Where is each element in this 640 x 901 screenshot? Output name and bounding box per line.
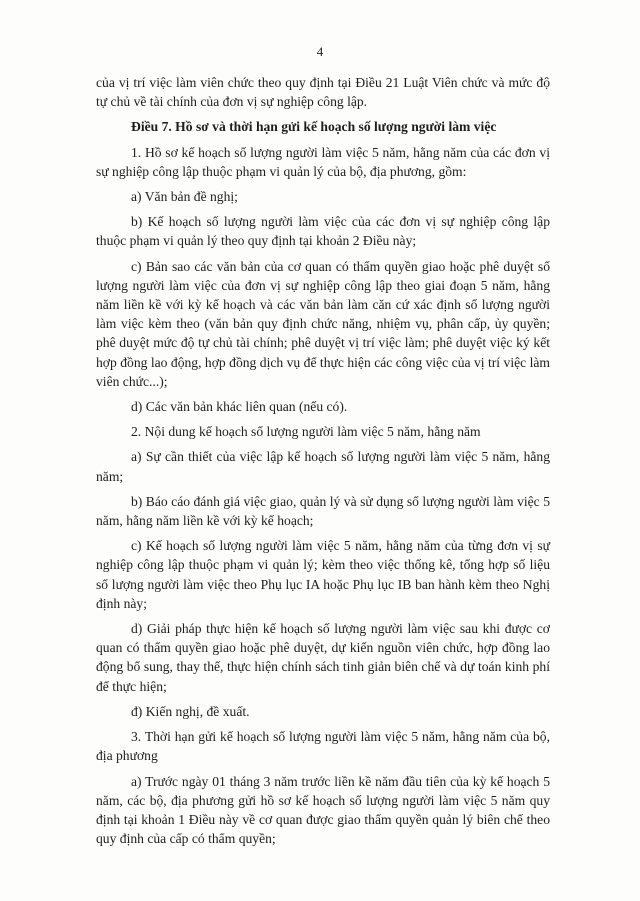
document-body	[96, 73, 550, 854]
paragraph: d) Các văn bản khác liên quan (nếu có).	[131, 399, 348, 415]
paragraph: b) Kế hoạch số lượng người làm việc của các đơn vị sự nghiệp công lập thuộc phạm vi quản lý theo quy định tại khoản 2 Điều này;	[96, 214, 550, 249]
paragraph: đ) Kiến nghị, đề xuất.	[131, 703, 250, 719]
page-number: 4	[316, 44, 324, 59]
paragraph: 1. Hồ sơ kế hoạch số lượng người làm việc 5 năm, hằng năm của các đơn vị sự nghiệp công lập thuộc phạm vi quản lý của bộ, địa phương, gồm:	[96, 144, 550, 179]
paragraph: a) Sự cần thiết của việc lập kế hoạch số lượng người làm việc 5 năm, hằng năm;	[96, 449, 550, 484]
paragraph: c) Bản sao các văn bản của cơ quan có thẩm quyền giao hoặc phê duyệt số lượng người làm việc của đơn vị sự nghiệp công lập theo giai đoạn 5 năm, hằng năm liền kề với kỳ kế hoạch và các văn bản làm căn cứ xác định số lượng người làm việc kèm theo (văn bản quy định chức năng, nhiệm vụ, phân cấp, ủy quyền; phê duyệt mức độ tự chủ tài chính; phê duyệt vị trí việc làm; phê duyệt việc ký kết hợp đồng lao động, hợp đồng dịch vụ để thực hiện các công việc của vị trí việc làm viên chức...);	[96, 258, 550, 389]
paragraph: 2. Nội dung kế hoạch số lượng người làm việc 5 năm, hằng năm	[131, 424, 481, 440]
paragraph: của vị trí việc làm viên chức theo quy định tại Điều 21 Luật Viên chức và mức độ tự chủ về tài chính của đơn vị sự nghiệp công lập.	[96, 75, 550, 110]
paragraph: a) Văn bản đề nghị;	[131, 189, 238, 205]
paragraph: 3. Thời hạn gửi kế hoạch số lượng người làm việc 5 năm, hằng năm của bộ, địa phương	[96, 729, 550, 764]
paragraph: c) Kế hoạch số lượng người làm việc 5 năm, hằng năm của từng đơn vị sự nghiệp công lập thuộc phạm vi quản lý; kèm theo việc thống kê, tổng hợp số liệu số lượng người làm việc theo Phụ lục IA hoặc Phụ lục IB ban hành kèm theo Nghị định này;	[96, 538, 550, 611]
paragraph: d) Giải pháp thực hiện kế hoạch số lượng người làm việc sau khi được cơ quan có thẩm quyền giao hoặc phê duyệt, dự kiến nguồn viên chức, hợp đồng lao động bổ sung, thay thế, thực hiện chính sách tinh giản biên chế và dự toán kinh phí để thực hiện;	[96, 621, 550, 694]
paragraph: b) Báo cáo đánh giá việc giao, quản lý và sử dụng số lượng người làm việc 5 năm, hằng năm liền kề với kỳ kế hoạch;	[96, 493, 550, 529]
article-heading: Điều 7. Hồ sơ và thời hạn gửi kế hoạch số lượng người làm việc	[131, 119, 497, 135]
paragraph: a) Trước ngày 01 tháng 3 năm trước liền kề năm đầu tiên của kỳ kế hoạch 5 năm, các bộ, địa phương gửi hồ sơ kế hoạch số lượng người làm việc 5 năm quy định tại khoản 1 Điều này về cơ quan được giao thẩm quyền quản lý biên chế theo quy định của cấp có thẩm quyền;	[96, 773, 550, 847]
